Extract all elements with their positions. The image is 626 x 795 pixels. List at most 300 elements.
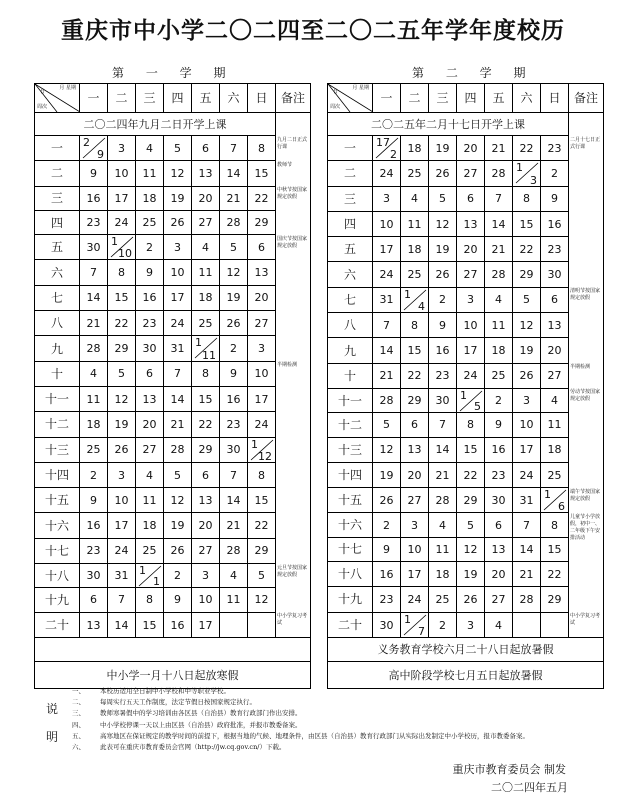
day-cell: 10 bbox=[513, 413, 541, 437]
day-cell: 15 bbox=[248, 488, 276, 513]
week-number: 十九 bbox=[35, 588, 80, 612]
semester1-table bbox=[34, 83, 311, 689]
day-cell: 11 bbox=[136, 161, 164, 186]
day-cell: 22 bbox=[248, 513, 276, 538]
week-number: 十三 bbox=[35, 437, 80, 462]
notes-label-2: 明 bbox=[46, 730, 59, 744]
week-number: 十二 bbox=[328, 413, 373, 437]
day-cell: 18 bbox=[485, 338, 513, 363]
note-cell bbox=[276, 113, 311, 136]
week-number: 八 bbox=[328, 313, 373, 338]
note-text: 中小学复习考试 bbox=[569, 612, 604, 638]
day-cell: 13 bbox=[248, 260, 276, 285]
day-cell: 29 bbox=[401, 388, 429, 412]
week-row bbox=[35, 538, 311, 563]
day-cell: 27 bbox=[457, 262, 485, 287]
day-cell: 14 bbox=[108, 612, 136, 638]
day-cell: 4 bbox=[220, 564, 248, 588]
day-before: 1 bbox=[516, 161, 523, 175]
day-cell: 22 bbox=[108, 311, 136, 336]
note-text: 中小学复习考试 bbox=[276, 612, 311, 638]
day-cell: 29 bbox=[192, 437, 220, 462]
day-cell: 25 bbox=[485, 363, 513, 388]
day-cell: 10 bbox=[401, 537, 429, 561]
corner-label-top: 月 星期 bbox=[352, 85, 369, 91]
week-row bbox=[328, 287, 604, 312]
week-row bbox=[328, 161, 604, 186]
note-content: 高寒地区在保证规定的教学时间的前提下，根据当地的气候、地理条件，由区县（自治县）教育行政部门从实际出发制定中小学校历，报市教委备案。 bbox=[100, 731, 529, 740]
day-before: 1 bbox=[139, 564, 146, 578]
note-text: 国庆节按国家规定放假 bbox=[276, 235, 311, 260]
day-cell: 12 bbox=[457, 537, 485, 561]
note-number: 四、 bbox=[72, 720, 85, 729]
month-number: 9 bbox=[97, 148, 104, 162]
note-cell bbox=[276, 386, 311, 411]
week-number: 十五 bbox=[328, 488, 373, 513]
week-number: 六 bbox=[35, 260, 80, 285]
notes-list bbox=[72, 686, 612, 753]
week-number: 六 bbox=[328, 262, 373, 287]
week-row bbox=[328, 388, 604, 412]
day-cell: 22 bbox=[513, 237, 541, 262]
note-cell bbox=[569, 186, 604, 211]
day-cell: 2 bbox=[485, 388, 513, 412]
day-cell: 11 bbox=[401, 211, 429, 236]
week-number: 十七 bbox=[328, 537, 373, 561]
day-cell: 16 bbox=[136, 285, 164, 310]
day-cell: 12 bbox=[513, 313, 541, 338]
day-cell: 7 bbox=[220, 136, 248, 161]
day-cell: 9 bbox=[80, 488, 108, 513]
day-before: 1 bbox=[251, 437, 258, 451]
week-number: 十三 bbox=[328, 437, 373, 462]
day-cell: 9 bbox=[429, 313, 457, 338]
day-cell: 24 bbox=[373, 262, 401, 287]
day-header: 三 bbox=[136, 84, 164, 113]
day-cell: 26 bbox=[164, 538, 192, 563]
note-cell bbox=[569, 587, 604, 612]
week-row bbox=[328, 136, 604, 161]
day-cell: 27 bbox=[192, 538, 220, 563]
start-date: 二〇二五年二月十七日开学上课 bbox=[328, 113, 569, 136]
week-row bbox=[35, 311, 311, 336]
day-cell: 26 bbox=[220, 311, 248, 336]
day-cell: 24 bbox=[248, 412, 276, 437]
month-number: 1 bbox=[153, 575, 160, 589]
day-cell: 24 bbox=[457, 363, 485, 388]
day-cell: 18 bbox=[401, 237, 429, 262]
day-cell: 7 bbox=[485, 186, 513, 211]
week-row bbox=[35, 588, 311, 612]
day-cell: 12 bbox=[108, 386, 136, 411]
day-cell: 7 bbox=[373, 313, 401, 338]
day-cell: 3 bbox=[513, 388, 541, 412]
week-row bbox=[328, 313, 604, 338]
day-cell: 12 bbox=[220, 260, 248, 285]
day-cell bbox=[541, 612, 569, 638]
day-cell: 14 bbox=[513, 537, 541, 561]
day-cell: 4 bbox=[136, 136, 164, 161]
day-cell: 20 bbox=[541, 338, 569, 363]
day-cell: 24 bbox=[401, 587, 429, 612]
month-start-cell bbox=[513, 161, 541, 186]
month-start-cell bbox=[457, 388, 485, 412]
day-cell: 13 bbox=[457, 211, 485, 236]
week-row bbox=[35, 336, 311, 361]
note-content: 中小学校停课一天以上由区县（自治县）政府批准，并报市教委备案。 bbox=[100, 720, 302, 729]
day-cell: 28 bbox=[373, 388, 401, 412]
month-start-cell bbox=[541, 488, 569, 513]
day-cell: 4 bbox=[192, 235, 220, 260]
day-cell: 29 bbox=[457, 488, 485, 513]
week-row bbox=[35, 513, 311, 538]
day-cell: 25 bbox=[429, 587, 457, 612]
day-cell: 30 bbox=[136, 336, 164, 361]
week-row bbox=[35, 361, 311, 386]
day-cell: 8 bbox=[248, 462, 276, 487]
day-cell: 28 bbox=[429, 488, 457, 513]
week-row bbox=[35, 136, 311, 161]
day-cell: 19 bbox=[164, 186, 192, 210]
week-row bbox=[35, 437, 311, 462]
day-cell: 4 bbox=[80, 361, 108, 386]
week-number: 七 bbox=[35, 285, 80, 310]
day-cell: 13 bbox=[401, 437, 429, 462]
month-number: 7 bbox=[418, 625, 425, 639]
note-item bbox=[72, 686, 612, 697]
day-cell: 10 bbox=[108, 488, 136, 513]
day-header: 一 bbox=[373, 84, 401, 113]
week-number: 十 bbox=[35, 361, 80, 386]
week-number: 九 bbox=[328, 338, 373, 363]
day-cell: 5 bbox=[164, 136, 192, 161]
day-cell: 2 bbox=[164, 564, 192, 588]
week-number: 十 bbox=[328, 363, 373, 388]
day-cell: 20 bbox=[457, 136, 485, 161]
day-cell: 7 bbox=[164, 361, 192, 386]
day-cell bbox=[220, 612, 248, 638]
day-cell: 16 bbox=[164, 612, 192, 638]
day-cell: 12 bbox=[373, 437, 401, 462]
note-text: 中秋节按国家规定放假 bbox=[276, 186, 311, 235]
note-cell bbox=[276, 462, 311, 487]
day-cell: 15 bbox=[108, 285, 136, 310]
day-cell: 23 bbox=[220, 412, 248, 437]
note-item bbox=[72, 731, 612, 742]
day-cell: 9 bbox=[80, 161, 108, 186]
day-cell: 23 bbox=[80, 538, 108, 563]
corner-label-mid: 日 bbox=[40, 89, 46, 95]
note-number: 一、 bbox=[72, 687, 85, 695]
day-cell: 27 bbox=[457, 161, 485, 186]
note-text: 劳动节按国家规定放假 bbox=[569, 388, 604, 437]
day-cell: 10 bbox=[457, 313, 485, 338]
day-cell: 7 bbox=[80, 260, 108, 285]
note-cell bbox=[276, 336, 311, 361]
week-number: 十一 bbox=[35, 386, 80, 411]
note-text: 儿童节小学放假，初中一、二年级下午安排活动 bbox=[569, 513, 604, 562]
week-number: 十六 bbox=[35, 513, 80, 538]
day-cell: 18 bbox=[136, 513, 164, 538]
day-cell: 6 bbox=[401, 413, 429, 437]
note-cell bbox=[276, 260, 311, 285]
week-row bbox=[35, 186, 311, 210]
day-cell: 3 bbox=[192, 564, 220, 588]
day-cell: 15 bbox=[457, 437, 485, 462]
day-cell: 29 bbox=[513, 262, 541, 287]
day-cell: 21 bbox=[485, 136, 513, 161]
day-cell: 25 bbox=[136, 538, 164, 563]
day-cell: 24 bbox=[108, 210, 136, 234]
day-cell: 5 bbox=[164, 462, 192, 487]
day-cell: 26 bbox=[373, 488, 401, 513]
day-cell: 13 bbox=[80, 612, 108, 638]
month-number: 12 bbox=[258, 449, 272, 463]
day-cell: 17 bbox=[108, 186, 136, 210]
week-row bbox=[35, 386, 311, 411]
day-cell: 7 bbox=[220, 462, 248, 487]
week-number: 十一 bbox=[328, 388, 373, 412]
day-cell: 3 bbox=[248, 336, 276, 361]
note-cell bbox=[569, 237, 604, 262]
note-cell bbox=[569, 113, 604, 136]
day-cell: 13 bbox=[541, 313, 569, 338]
day-cell: 17 bbox=[513, 437, 541, 462]
day-header: 一 bbox=[80, 84, 108, 113]
day-cell: 15 bbox=[541, 537, 569, 561]
week-row bbox=[35, 564, 311, 588]
day-cell: 11 bbox=[429, 537, 457, 561]
day-cell bbox=[248, 612, 276, 638]
day-cell: 6 bbox=[80, 588, 108, 612]
week-row bbox=[328, 237, 604, 262]
day-cell: 12 bbox=[164, 488, 192, 513]
summer-break-compulsory: 义务教育学校六月二十八日起放暑假 bbox=[328, 638, 604, 662]
day-cell: 4 bbox=[541, 388, 569, 412]
blank-row bbox=[35, 638, 311, 662]
day-header: 四 bbox=[457, 84, 485, 113]
day-cell: 17 bbox=[373, 237, 401, 262]
day-cell: 4 bbox=[429, 513, 457, 537]
week-number: 三 bbox=[328, 186, 373, 211]
day-cell: 2 bbox=[429, 287, 457, 312]
day-cell: 19 bbox=[164, 513, 192, 538]
day-cell: 22 bbox=[248, 186, 276, 210]
week-row bbox=[328, 186, 604, 211]
day-cell: 25 bbox=[541, 462, 569, 487]
day-cell: 29 bbox=[248, 210, 276, 234]
week-number: 十四 bbox=[35, 462, 80, 487]
day-cell: 30 bbox=[485, 488, 513, 513]
day-cell: 17 bbox=[401, 562, 429, 587]
day-cell: 26 bbox=[429, 262, 457, 287]
day-cell: 18 bbox=[136, 186, 164, 210]
day-cell: 16 bbox=[429, 338, 457, 363]
day-cell: 20 bbox=[136, 412, 164, 437]
day-cell: 7 bbox=[513, 513, 541, 537]
day-cell: 2 bbox=[220, 336, 248, 361]
day-cell: 19 bbox=[429, 237, 457, 262]
day-before: 1 bbox=[544, 488, 551, 502]
day-cell: 14 bbox=[220, 161, 248, 186]
day-before: 1 bbox=[460, 388, 467, 402]
note-item bbox=[72, 720, 612, 731]
summer-break-highschool: 高中阶段学校七月五日起放暑假 bbox=[328, 662, 604, 689]
day-cell: 22 bbox=[457, 462, 485, 487]
day-cell: 14 bbox=[485, 211, 513, 236]
day-cell: 2 bbox=[80, 462, 108, 487]
day-cell: 5 bbox=[248, 564, 276, 588]
day-cell: 7 bbox=[429, 413, 457, 437]
note-text: 九月二日正式行课 bbox=[276, 136, 311, 161]
winter-break: 中小学一月十八日起放寒假 bbox=[35, 662, 311, 689]
week-number: 五 bbox=[35, 235, 80, 260]
note-text: 半期检测 bbox=[569, 363, 604, 388]
day-cell: 23 bbox=[541, 136, 569, 161]
day-cell: 4 bbox=[136, 462, 164, 487]
day-cell: 28 bbox=[513, 587, 541, 612]
day-cell: 5 bbox=[429, 186, 457, 211]
day-cell: 6 bbox=[457, 186, 485, 211]
day-cell: 10 bbox=[108, 161, 136, 186]
day-cell: 30 bbox=[80, 235, 108, 260]
day-cell: 21 bbox=[80, 311, 108, 336]
week-number: 五 bbox=[328, 237, 373, 262]
day-cell: 25 bbox=[136, 210, 164, 234]
day-cell: 27 bbox=[541, 363, 569, 388]
day-cell: 17 bbox=[457, 338, 485, 363]
month-start-cell bbox=[401, 612, 429, 638]
day-cell: 21 bbox=[429, 462, 457, 487]
day-cell: 29 bbox=[108, 336, 136, 361]
day-cell: 8 bbox=[136, 588, 164, 612]
month-start-cell bbox=[248, 437, 276, 462]
day-cell: 13 bbox=[136, 386, 164, 411]
day-cell: 17 bbox=[108, 513, 136, 538]
day-cell: 11 bbox=[541, 413, 569, 437]
day-cell: 3 bbox=[401, 513, 429, 537]
day-cell: 22 bbox=[513, 136, 541, 161]
day-cell: 28 bbox=[485, 161, 513, 186]
day-cell: 27 bbox=[401, 488, 429, 513]
note-content: 本校历适用全日制中小学校和中等职业学校。 bbox=[100, 687, 230, 695]
day-cell: 22 bbox=[192, 412, 220, 437]
month-number: 5 bbox=[474, 400, 481, 414]
day-cell: 16 bbox=[541, 211, 569, 236]
day-cell: 21 bbox=[220, 186, 248, 210]
day-cell: 11 bbox=[136, 488, 164, 513]
day-cell: 3 bbox=[164, 235, 192, 260]
month-start-cell bbox=[373, 136, 401, 161]
week-row bbox=[328, 462, 604, 487]
day-header: 日 bbox=[248, 84, 276, 113]
day-cell: 24 bbox=[164, 311, 192, 336]
week-number: 十六 bbox=[328, 513, 373, 537]
note-text: 端午节按国家规定放假 bbox=[569, 488, 604, 513]
day-header: 二 bbox=[108, 84, 136, 113]
note-content: 每周实行五天工作制度，法定节假日按国家规定执行。 bbox=[100, 698, 256, 707]
week-row bbox=[328, 488, 604, 513]
day-cell: 31 bbox=[373, 287, 401, 312]
day-cell: 20 bbox=[485, 562, 513, 587]
day-cell: 16 bbox=[373, 562, 401, 587]
day-cell: 24 bbox=[108, 538, 136, 563]
note-cell bbox=[569, 262, 604, 287]
week-row bbox=[35, 612, 311, 638]
note-number: 三、 bbox=[72, 709, 85, 718]
day-cell: 2 bbox=[136, 235, 164, 260]
day-cell: 20 bbox=[248, 285, 276, 310]
day-cell: 18 bbox=[192, 285, 220, 310]
corner-label-bot: 周次 bbox=[330, 104, 341, 110]
day-cell: 19 bbox=[220, 285, 248, 310]
day-cell: 28 bbox=[485, 262, 513, 287]
month-number: 2 bbox=[390, 148, 397, 162]
day-cell: 26 bbox=[513, 363, 541, 388]
day-cell: 20 bbox=[401, 462, 429, 487]
day-cell: 20 bbox=[192, 513, 220, 538]
note-number: 六、 bbox=[72, 743, 85, 752]
day-cell: 18 bbox=[429, 562, 457, 587]
day-cell: 28 bbox=[80, 336, 108, 361]
note-header: 备注 bbox=[276, 84, 311, 113]
week-number: 二十 bbox=[328, 612, 373, 638]
month-number: 4 bbox=[418, 300, 425, 314]
day-cell: 12 bbox=[164, 161, 192, 186]
day-cell: 22 bbox=[401, 363, 429, 388]
day-cell: 9 bbox=[164, 588, 192, 612]
day-cell: 24 bbox=[513, 462, 541, 487]
week-number: 二 bbox=[35, 161, 80, 186]
note-item bbox=[72, 697, 612, 708]
week-row bbox=[328, 562, 604, 587]
day-cell: 11 bbox=[220, 588, 248, 612]
day-cell: 8 bbox=[192, 361, 220, 386]
note-cell bbox=[276, 311, 311, 336]
day-cell: 8 bbox=[108, 260, 136, 285]
week-row bbox=[35, 260, 311, 285]
day-cell: 23 bbox=[136, 311, 164, 336]
day-before: 1 bbox=[404, 287, 411, 301]
note-cell bbox=[569, 338, 604, 363]
day-cell: 13 bbox=[192, 488, 220, 513]
day-cell: 24 bbox=[373, 161, 401, 186]
day-cell: 4 bbox=[485, 612, 513, 638]
day-cell: 4 bbox=[401, 186, 429, 211]
month-start-cell bbox=[401, 287, 429, 312]
day-cell: 6 bbox=[248, 235, 276, 260]
day-cell: 30 bbox=[80, 564, 108, 588]
week-row bbox=[35, 210, 311, 234]
day-cell: 3 bbox=[457, 287, 485, 312]
day-cell: 10 bbox=[164, 260, 192, 285]
sem2-title: 第 二 学 期 bbox=[412, 66, 535, 80]
day-cell: 25 bbox=[401, 262, 429, 287]
day-header: 六 bbox=[220, 84, 248, 113]
note-number: 二、 bbox=[72, 698, 85, 707]
day-cell: 27 bbox=[192, 210, 220, 234]
day-cell: 2 bbox=[429, 612, 457, 638]
note-cell bbox=[569, 211, 604, 236]
day-cell: 28 bbox=[220, 538, 248, 563]
day-before: 1 bbox=[111, 235, 118, 249]
day-cell: 19 bbox=[457, 562, 485, 587]
note-cell bbox=[569, 562, 604, 587]
day-cell: 30 bbox=[373, 612, 401, 638]
day-cell: 31 bbox=[164, 336, 192, 361]
month-number: 3 bbox=[530, 173, 537, 187]
month-start-cell bbox=[136, 564, 164, 588]
